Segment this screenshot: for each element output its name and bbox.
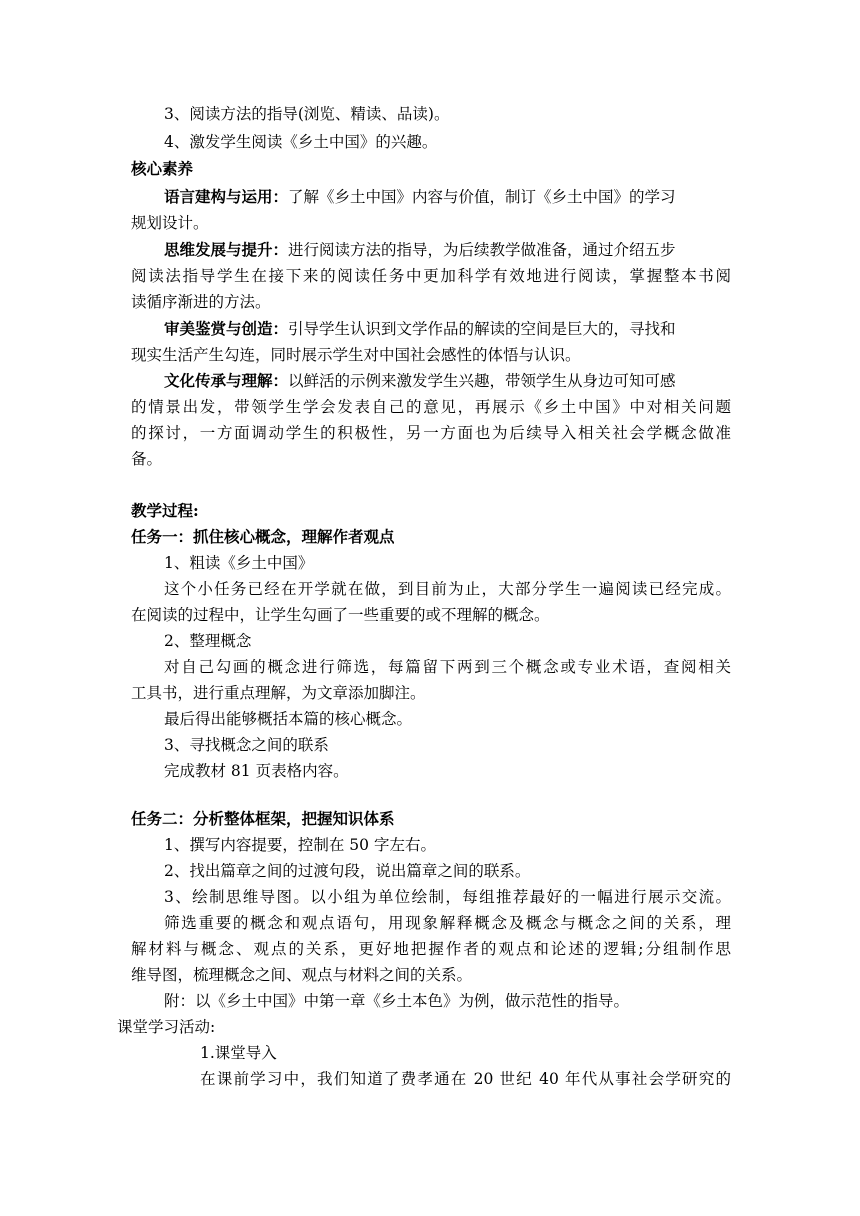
text-line: 维导图，梳理概念之间、观点与材料之间的关系。 [131,966,473,984]
paragraph-heading: 文化传承与理解： [164,371,289,390]
section-heading: 核心素养 [131,159,194,178]
paragraph-text: 进行阅读方法的指导，为后续教学做准备，通过介绍五步 [288,241,676,259]
task-heading: 任务二：分析整体框架，把握知识体系 [131,809,395,828]
text-line: 工具书，进行重点理解，为文章添加脚注。 [131,684,426,702]
text-line: 现实生活产生勾连，同时展示学生对中国社会感性的体悟与认识。 [131,346,581,364]
text-line: 规划设计。 [131,214,209,232]
text-line: 附：以《乡土中国》中第一章《乡土本色》为例，做示范性的指导。 [164,992,630,1010]
text-line: 筛选重要的概念和观点语句，用现象解释概念及概念与概念之间的关系，理 [164,914,731,932]
paragraph-heading: 语言建构与运用： [164,187,289,206]
paragraph-line [164,237,731,263]
paragraph-text: 以鲜活的示例来激发学生兴趣，带领学生从身边可知可感 [288,372,676,390]
text-line: 最后得出能够概括本篇的核心概念。 [164,710,413,728]
paragraph-heading: 审美鉴赏与创造： [164,319,289,338]
text-line: 读循序渐进的方法。 [131,293,271,311]
paragraph-text: 引导学生认识到文学作品的解读的空间是巨大的，寻找和 [288,320,676,338]
text-line: 1、撰写内容提要，控制在 50 字左右。 [164,836,436,854]
text-line: 的探讨，一方面调动学生的积极性，另一方面也为后续导入相关社会学概念做准 [131,424,731,442]
paragraph-line [164,316,731,342]
text-line: 对自己勾画的概念进行筛选，每篇留下两到三个概念或专业术语，查阅相关 [164,658,731,676]
text-line: 在阅读的过程中，让学生勾画了一些重要的或不理解的概念。 [131,606,550,624]
paragraph-text: 了解《乡土中国》内容与价值，制订《乡土中国》的学习 [288,188,676,206]
section-heading: 教学过程: [131,501,199,520]
text-line: 4、激发学生阅读《乡土中国》的兴趣。 [164,133,438,151]
text-line: 备。 [131,450,163,468]
text-line: 1.课堂导入 [200,1044,277,1062]
text-line: 3、寻找概念之间的联系 [164,736,329,754]
text-line: 3、阅读方法的指导(浏览、精读、品读)。 [164,105,450,123]
text-line: 2、找出篇章之间的过渡句段，说出篇章之间的联系。 [164,862,531,880]
task-heading: 任务一：抓住核心概念，理解作者观点 [131,527,395,546]
paragraph-line [164,184,731,210]
text-line: 阅读法指导学生在接下来的阅读任务中更加科学有效地进行阅读，掌握整本书阅 [131,267,731,285]
text-line: 1、粗读《乡土中国》 [164,554,314,572]
text-line: 完成教材 81 页表格内容。 [164,762,349,780]
text-line: 3、绘制思维导图。以小组为单位绘制，每组推荐最好的一幅进行展示交流。 [164,888,731,906]
paragraph-line [164,368,731,394]
text-line: 2、整理概念 [164,632,252,650]
text-line: 这个小任务已经在开学就在做，到目前为止，大部分学生一遍阅读已经完成。 [164,580,731,598]
text-line: 课堂学习活动: [117,1018,216,1036]
text-line: 解材料与概念、观点的关系，更好地把握作者的观点和论述的逻辑;分组制作思 [131,940,731,958]
paragraph-heading: 思维发展与提升： [164,240,289,259]
text-line: 在课前学习中，我们知道了费孝通在 20 世纪 40 年代从事社会学研究的 [200,1070,731,1088]
text-line: 的情景出发，带领学生学会发表自己的意见，再展示《乡土中国》中对相关问题 [131,398,731,416]
